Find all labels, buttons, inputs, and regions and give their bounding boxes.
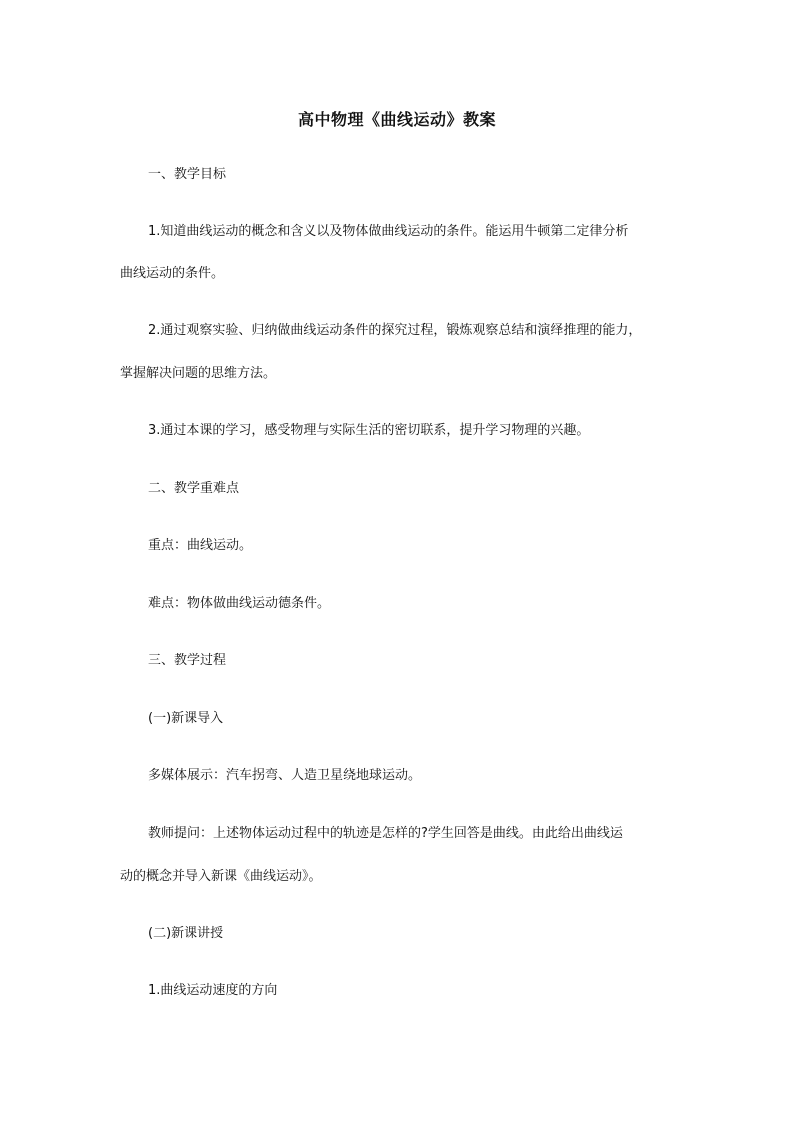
page-title: 高中物理《曲线运动》教案	[297, 110, 496, 129]
paragraph-line: 教师提问：上述物体运动过程中的轨迹是怎样的?学生回答是曲线。由此给出曲线运	[148, 826, 623, 841]
paragraph-line: 1.知道曲线运动的概念和含义以及物体做曲线运动的条件。能运用牛顿第二定律分析	[148, 224, 629, 239]
paragraph-line: 2.通过观察实验、归纳做曲线运动条件的探究过程，锻炼观察总结和演绎推理的能力，	[148, 323, 642, 338]
paragraph-line: 掌握解决问题的思维方法。	[120, 366, 277, 381]
paragraph-line: 重点：曲线运动。	[148, 538, 253, 553]
paragraph-line: 曲线运动的条件。	[120, 266, 225, 281]
subsection-heading: (一)新课导入	[148, 711, 224, 726]
section-heading-key-points: 二、教学重难点	[148, 481, 240, 496]
section-heading-process: 三、教学过程	[148, 653, 227, 668]
paragraph-line: 1.曲线运动速度的方向	[148, 983, 278, 998]
paragraph-line: 难点：物体做曲线运动德条件。	[148, 596, 331, 611]
paragraph-line: 动的概念并导入新课《曲线运动》。	[120, 869, 322, 884]
paragraph-line: 多媒体展示：汽车拐弯、人造卫星绕地球运动。	[148, 768, 422, 783]
section-heading-objectives: 一、教学目标	[148, 167, 227, 182]
subsection-heading: (二)新课讲授	[148, 926, 224, 941]
paragraph-line: 3.通过本课的学习，感受物理与实际生活的密切联系，提升学习物理的兴趣。	[148, 423, 590, 438]
